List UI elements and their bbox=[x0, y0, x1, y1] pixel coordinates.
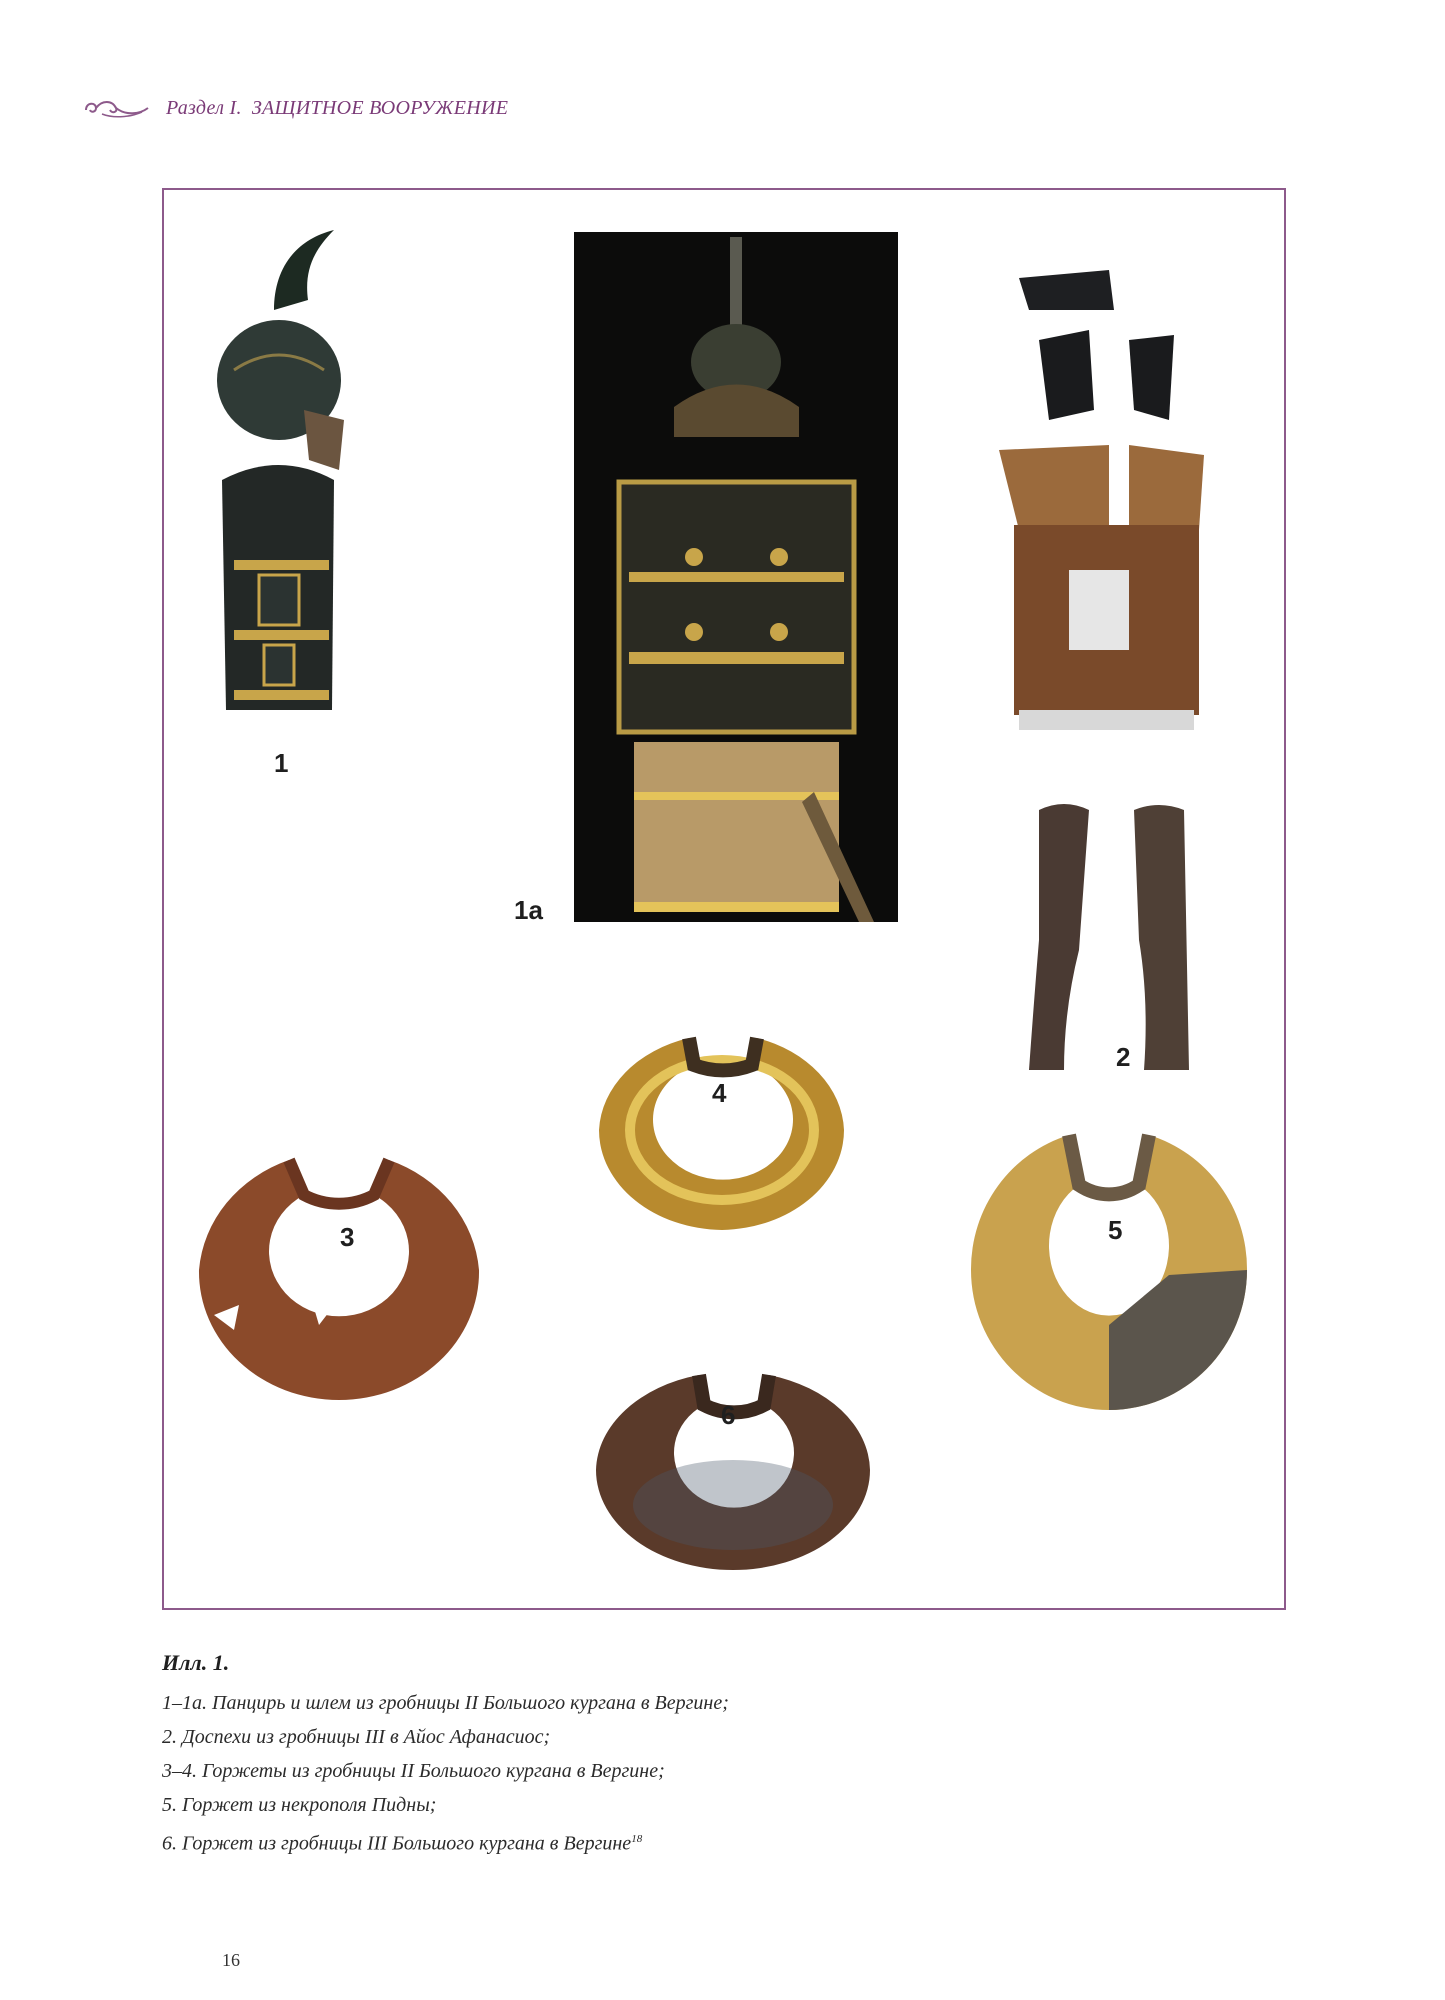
caption-line: 1–1а. Панцирь и шлем из гробницы II Большого кургана в Вергине; bbox=[162, 1692, 729, 1714]
page-number: 16 bbox=[222, 1950, 240, 1970]
header-title: ЗАЩИТНОЕ ВООРУЖЕНИЕ bbox=[251, 96, 509, 119]
caption-line-last bbox=[162, 1822, 1312, 1861]
label-5: 5 bbox=[1108, 1215, 1123, 1245]
figure-frame bbox=[162, 188, 1286, 1610]
pydna-gorget-photo bbox=[969, 1125, 1249, 1415]
caption-title: Илл. 1. bbox=[162, 1650, 230, 1675]
caption-line-text: 6. Горжет из гробницы III Большого кургана в Вергине bbox=[162, 1832, 632, 1855]
footnote-marker[interactable]: 18 bbox=[631, 1833, 643, 1845]
iron-armor-photo bbox=[999, 270, 1214, 740]
figure-caption bbox=[162, 1650, 1312, 1861]
label-2: 2 bbox=[1116, 1042, 1131, 1072]
label-1: 1 bbox=[274, 748, 289, 778]
rusty-gorget-photo bbox=[194, 1140, 484, 1405]
running-header bbox=[82, 92, 508, 124]
header-section: Раздел I. bbox=[166, 96, 242, 119]
gold-gorget-photo bbox=[594, 1020, 849, 1240]
caption-line: 5. Горжет из некрополя Пидны; bbox=[162, 1794, 437, 1816]
label-1a: 1а bbox=[514, 895, 543, 925]
label-4: 4 bbox=[712, 1078, 727, 1108]
mounted-armor-photo bbox=[574, 232, 898, 922]
label-3: 3 bbox=[340, 1222, 355, 1252]
ornament-icon bbox=[82, 96, 152, 120]
header-text bbox=[166, 97, 508, 120]
caption-line: 2. Доспехи из гробницы III в Айос Афанасиос; bbox=[162, 1726, 551, 1748]
greaves-photo bbox=[1019, 800, 1199, 1075]
iron-gorget-photo bbox=[594, 1365, 872, 1575]
helmet-cuirass-photo bbox=[204, 230, 354, 715]
label-6: 6 bbox=[721, 1400, 736, 1430]
caption-line: 3–4. Горжеты из гробницы II Большого кургана в Вергине; bbox=[162, 1760, 665, 1782]
